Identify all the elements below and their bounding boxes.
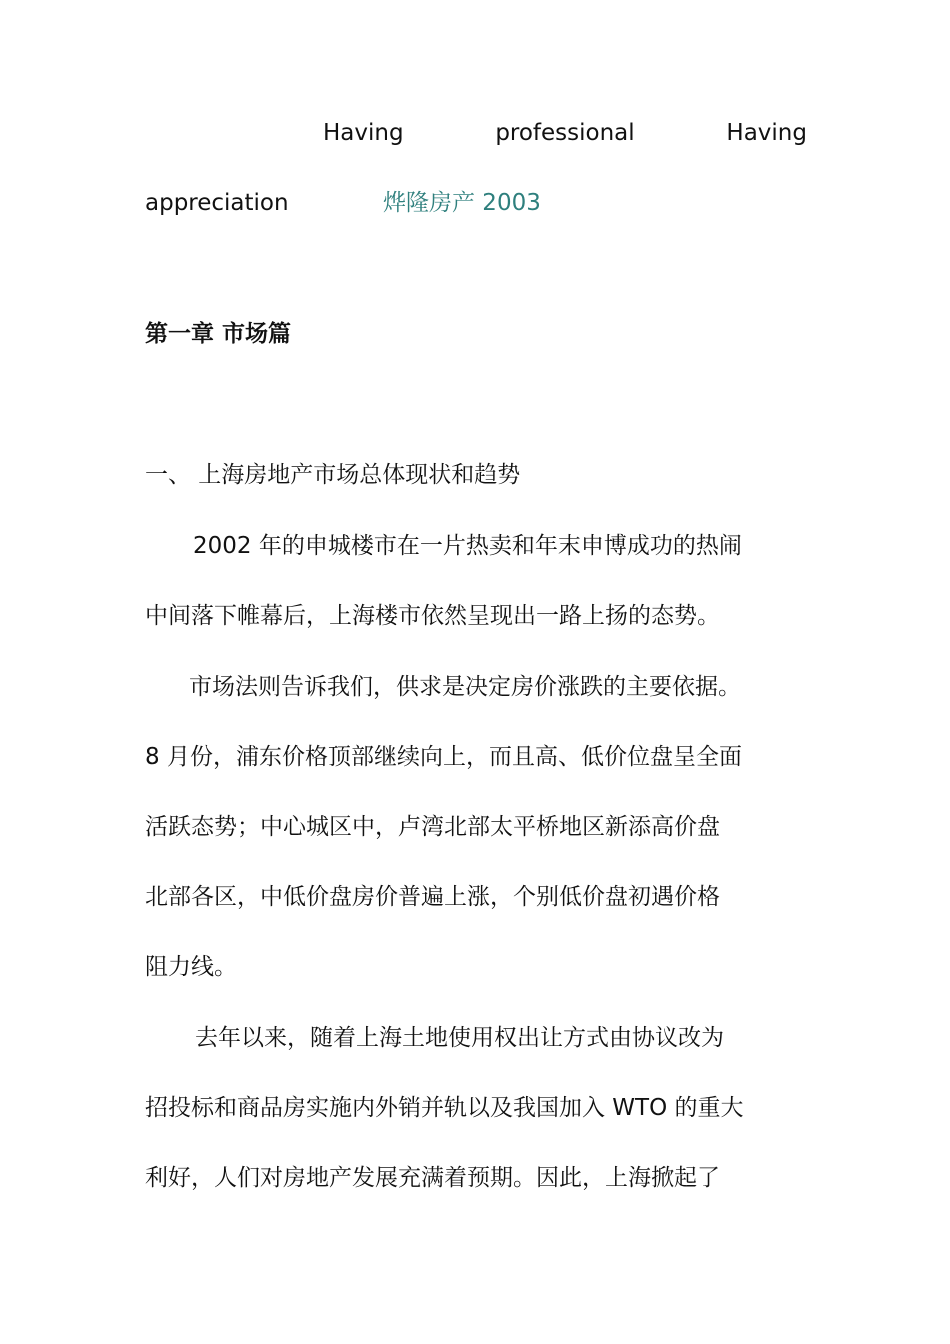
paragraph-line: 市场法则告诉我们，供求是决定房价涨跌的主要依据。 bbox=[189, 674, 741, 700]
section-heading: 一、 上海房地产市场总体现状和趋势 bbox=[145, 462, 521, 488]
slogan-line-1 bbox=[323, 118, 807, 148]
paragraph-line: 阻力线。 bbox=[145, 954, 237, 980]
brand-name: 烨隆房产 2003 bbox=[383, 190, 541, 216]
paragraph-line: 8 月份，浦东价格顶部继续向上，而且高、低价位盘呈全面 bbox=[145, 744, 742, 770]
slogan-word: Having bbox=[323, 120, 404, 146]
paragraph-line: 利好，人们对房地产发展充满着预期。因此，上海掀起了 bbox=[145, 1165, 720, 1191]
paragraph-line: 2002 年的申城楼市在一片热卖和年末申博成功的热闹 bbox=[193, 533, 742, 559]
slogan-word: appreciation bbox=[145, 190, 289, 216]
chapter-title: 第一章 市场篇 bbox=[145, 321, 292, 347]
paragraph-line: 活跃态势；中心城区中，卢湾北部太平桥地区新添高价盘 bbox=[145, 814, 720, 840]
paragraph-line: 去年以来，随着上海土地使用权出让方式由协议改为 bbox=[195, 1025, 724, 1051]
slogan-word: professional bbox=[495, 120, 635, 146]
paragraph-line: 中间落下帷幕后，上海楼市依然呈现出一路上扬的态势。 bbox=[145, 603, 720, 629]
paragraph-line: 招投标和商品房实施内外销并轨以及我国加入 WTO 的重大 bbox=[145, 1095, 744, 1121]
paragraph-line: 北部各区，中低价盘房价普遍上涨，个别低价盘初遇价格 bbox=[145, 884, 720, 910]
slogan-word: Having bbox=[726, 120, 807, 146]
slogan-line-2 bbox=[145, 188, 807, 218]
